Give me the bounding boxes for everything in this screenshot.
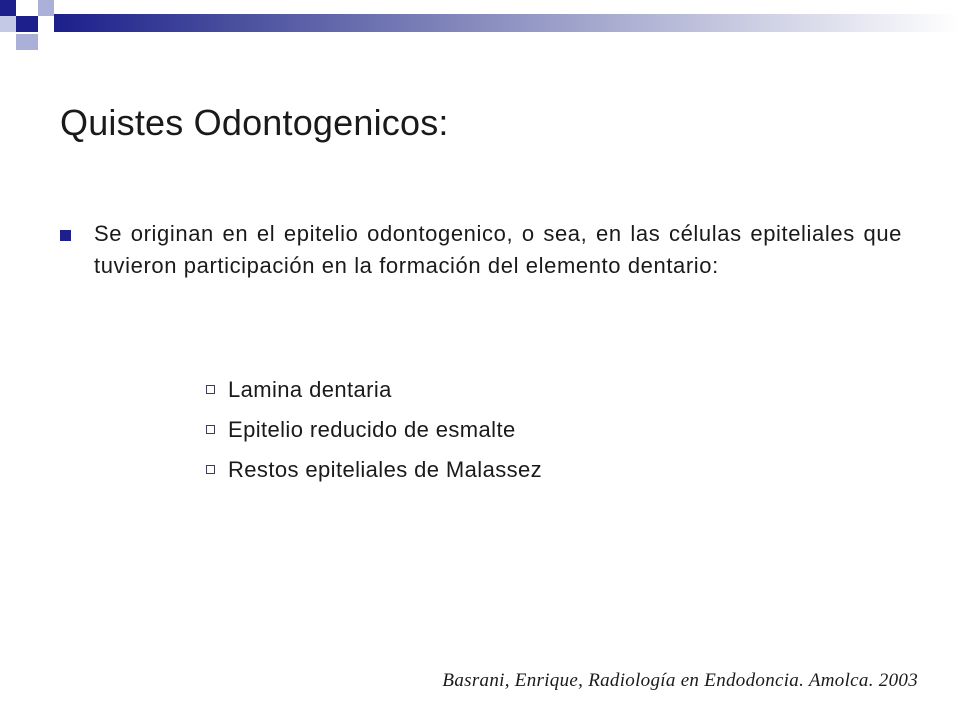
corner-square-decoration [16,34,38,50]
square-bullet-icon [60,230,71,241]
hollow-square-bullet-icon [206,425,215,434]
corner-square-decoration [38,0,54,16]
corner-square-decoration [38,16,54,32]
header-gradient-bar [54,14,960,32]
main-bullet-list [60,218,902,282]
main-bullet-text: Se originan en el epitelio odontogenico, o sea, en las células epiteliales que tuvieron participación en la formación del elemento dentario: [94,221,902,278]
corner-square-decoration [0,0,16,16]
corner-square-decoration [0,34,16,50]
main-bullet-item [60,218,902,282]
corner-square-decoration [0,16,16,32]
corner-square-decoration [16,16,38,32]
hollow-square-bullet-icon [206,385,215,394]
slide-title: Quistes Odontogenicos: [60,102,449,143]
sub-bullet-list [206,370,542,490]
sub-bullet-text: Restos epiteliales de Malassez [228,457,543,482]
corner-square-decoration [16,0,38,16]
sub-bullet-item [206,370,542,410]
sub-bullet-item [206,410,542,450]
citation-reference: Basrani, Enrique, Radiología en Endodoncia. Amolca. 2003 [442,670,918,691]
hollow-square-bullet-icon [206,465,215,474]
sub-bullet-item [206,450,542,490]
sub-bullet-text: Lamina dentaria [228,377,392,402]
sub-bullet-text: Epitelio reducido de esmalte [228,417,516,442]
